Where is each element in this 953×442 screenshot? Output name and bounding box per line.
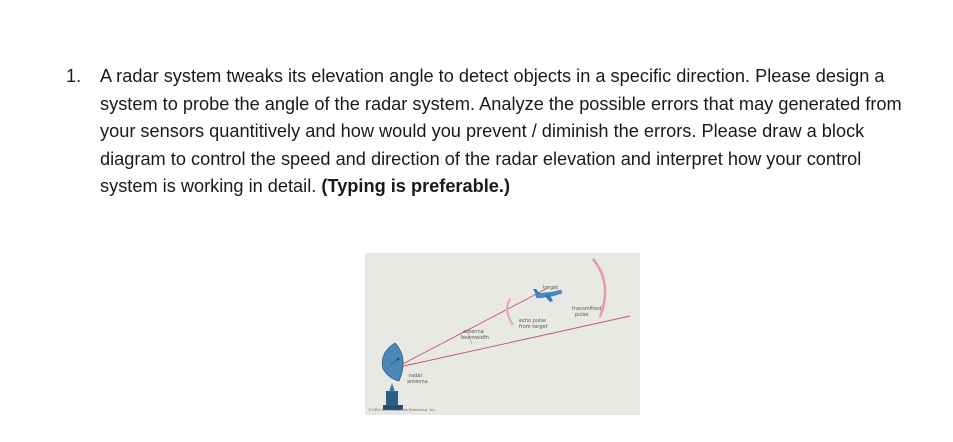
question-block xyxy=(66,63,906,201)
radar-diagram-svg xyxy=(365,253,640,415)
label-echo-line1: echo pulse xyxy=(519,318,547,324)
question-text-container xyxy=(100,63,906,201)
label-transmitted-line1: transmitted xyxy=(572,306,602,312)
label-beam-line2: beamwidth xyxy=(461,335,489,341)
label-radar-line1: radar xyxy=(409,373,423,379)
question-bold-note: (Typing is preferable.) xyxy=(321,176,511,196)
radar-antenna-icon xyxy=(382,343,403,410)
label-echo-line2: from target xyxy=(519,324,548,330)
label-transmitted-line2: pulse xyxy=(575,312,589,318)
figure-copyright: ©1994 Encyclopaedia Britannica, Inc. xyxy=(368,408,437,412)
echo-pulse-arc xyxy=(507,299,513,325)
question-number: 1. xyxy=(66,66,82,86)
question-text: A radar system tweaks its elevation angle to detect objects in a specific direction. Please design a system to probe the angle of the radar system. Analyze the possible errors that may generated from your sensors quantitively and how would you prevent / diminish the errors. Please draw a block diagram to control the speed and direction of the radar elevation and interpret how your control system is working in detail. xyxy=(100,66,902,196)
label-radar-line2: antenna xyxy=(407,379,428,385)
label-target: target xyxy=(543,285,559,291)
label-beam-line1: antenna xyxy=(463,329,484,335)
radar-diagram-figure xyxy=(365,253,640,415)
